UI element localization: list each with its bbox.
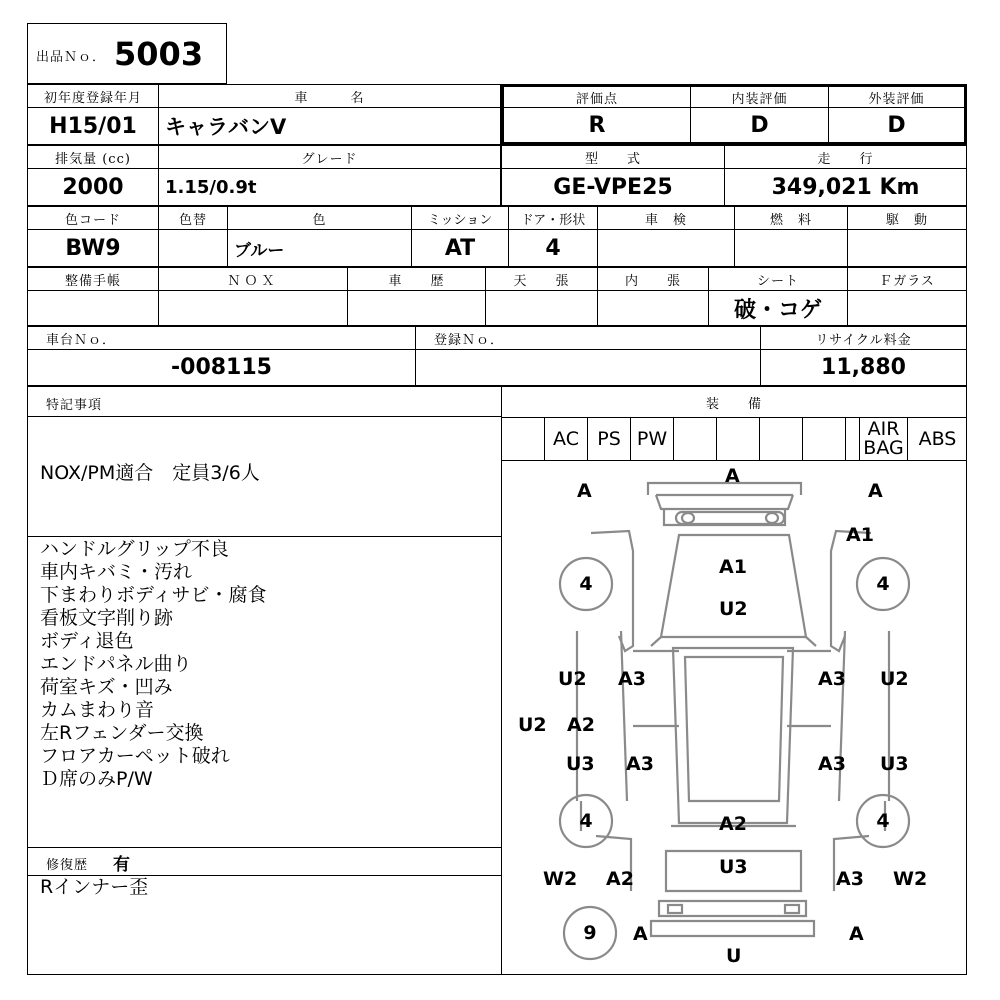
fuel-value [734, 229, 848, 267]
mark-rear-right-a3: A3 [836, 868, 864, 890]
mission-value: AT [411, 229, 509, 267]
interior-value: D [690, 107, 829, 145]
repaint-value [158, 229, 228, 267]
mark-front-left: A [577, 480, 592, 502]
equip-abs: ABS [907, 417, 967, 461]
notes-divider [27, 536, 502, 537]
notes-label: 特記事項 [46, 398, 103, 413]
tire-fr: 4 [876, 573, 890, 595]
maintenance-label: 整備手帳 [27, 267, 159, 291]
equip-airbag-line2: BAG [863, 437, 904, 459]
maintenance-value [27, 290, 159, 326]
grade-label: グレード [158, 145, 501, 169]
displacement-value: 2000 [27, 168, 159, 206]
score-label: 評価点 [501, 84, 691, 108]
inspection-label: 車 検 [597, 206, 735, 230]
recycle-value: 11,880 [760, 349, 967, 386]
seat-value: 破・コゲ [708, 290, 848, 326]
displacement-label: 排気量 (cc) [27, 145, 159, 169]
mark-hood-2: U2 [719, 598, 748, 620]
seat-label: シート [708, 267, 848, 291]
registration-label: 登録Ｎｏ． [415, 326, 761, 350]
interior-label: 内装評価 [690, 84, 829, 108]
grade-value: 1.15/0.9t [158, 168, 501, 206]
mark-right-u2: U2 [880, 668, 909, 690]
equipment-label: 装 備 [705, 396, 762, 412]
equip-pw: PW [630, 417, 673, 461]
mark-right-a3b: A3 [818, 753, 846, 775]
mark-rear-left-a2: A2 [606, 868, 634, 890]
door-label: ドア・形状 [508, 206, 598, 230]
inspection-value [597, 229, 735, 267]
equip-empty-4 [802, 417, 845, 461]
mark-right-u3: U3 [880, 753, 909, 775]
nox-label: ＮＯＸ [158, 267, 348, 291]
mark-left-a3b: A3 [626, 753, 654, 775]
repaint-label: 色替 [158, 206, 228, 230]
mark-rear-right-a: A [849, 923, 864, 945]
mark-left-u3: U3 [566, 753, 595, 775]
mileage-value: 349,021 Km [724, 168, 967, 206]
mark-right-a3: A3 [818, 668, 846, 690]
mark-rear-right-w2: W2 [893, 868, 928, 890]
first-reg-label: 初年度登録年月 [27, 84, 159, 108]
tire-rr: 4 [876, 810, 890, 832]
notes-list: ハンドルグリップ不良 車内キバミ・汚れ 下まわりボディサビ・腐食 看板文字削り跡 ボディ退色 エンドパネル曲り 荷室キズ・凹み カムまわり音 左Rフェンダー交換 フロアカーペット破れ Ｄ席のみP/W [40, 538, 267, 790]
lot-number: 5003 [114, 34, 204, 73]
fuel-label: 燃 料 [734, 206, 848, 230]
car-name-label: 車 名 [158, 84, 501, 108]
lot-number-label: 出品Ｎｏ． [36, 50, 107, 65]
mark-center-u3: U3 [719, 856, 748, 878]
chassis-value: -008115 [27, 349, 416, 386]
mark-bumper-right: A1 [846, 524, 874, 546]
equipment-header [501, 386, 967, 418]
ceiling-value [485, 290, 598, 326]
mark-rear-left-a: A [633, 923, 648, 945]
repair-divider-top [27, 847, 502, 848]
equip-airbag-line1: AIR [867, 418, 900, 440]
mark-left-side-a2: A2 [567, 714, 595, 736]
tire-fl: 4 [579, 573, 593, 595]
car-name-value: キャラバンV [158, 107, 501, 145]
repair-label: 修復歴 [46, 858, 89, 873]
registration-value [415, 349, 761, 386]
model-label: 型 式 [501, 145, 725, 169]
equip-airbag [859, 417, 907, 461]
mark-front-right: A [868, 480, 883, 502]
glass-label: Ｆガラス [847, 267, 967, 291]
repair-value: 有 [113, 855, 130, 875]
ceiling-label: 天 張 [485, 267, 598, 291]
tire-spare: 9 [583, 922, 597, 944]
nox-value [158, 290, 348, 326]
mark-center-a2: A2 [719, 813, 747, 835]
door-value: 4 [508, 229, 598, 267]
mark-rear-left-w2: W2 [543, 868, 578, 890]
inner-value [597, 290, 709, 326]
color-code-value: BW9 [27, 229, 159, 267]
mark-hood-1: A1 [719, 556, 747, 578]
mileage-label: 走 行 [724, 145, 967, 169]
model-value: GE-VPE25 [501, 168, 725, 206]
mark-left-side-u2: U2 [518, 714, 547, 736]
inner-label: 内 張 [597, 267, 709, 291]
exterior-label: 外装評価 [828, 84, 967, 108]
history-value [347, 290, 486, 326]
exterior-value: D [828, 107, 967, 145]
mission-label: ミッション [411, 206, 509, 230]
first-reg-value: H15/01 [27, 107, 159, 145]
drive-value [847, 229, 967, 267]
color-code-label: 色コード [27, 206, 159, 230]
color-label: 色 [227, 206, 412, 230]
tire-rl: 4 [579, 810, 593, 832]
recycle-label: リサイクル料金 [760, 326, 967, 350]
equip-ps: PS [587, 417, 630, 461]
mark-front-top: A [725, 465, 740, 487]
equip-empty-1 [673, 417, 716, 461]
repair-detail: Rインナー歪 [40, 876, 149, 898]
color-value: ブルー [227, 229, 412, 267]
equip-empty-3 [759, 417, 802, 461]
glass-value [847, 290, 967, 326]
history-label: 車 歴 [347, 267, 486, 291]
notes-line1: NOX/PM適合 定員3/6人 [40, 462, 260, 484]
chassis-label: 車台Ｎｏ． [27, 326, 416, 350]
mark-left-a3: A3 [618, 668, 646, 690]
equip-ac: AC [544, 417, 587, 461]
mark-rear-bottom-u: U [726, 945, 742, 967]
drive-label: 駆 動 [847, 206, 967, 230]
equip-empty-2 [716, 417, 759, 461]
mark-left-u2: U2 [558, 668, 587, 690]
lot-number-box [27, 23, 227, 84]
score-value: R [501, 107, 691, 145]
